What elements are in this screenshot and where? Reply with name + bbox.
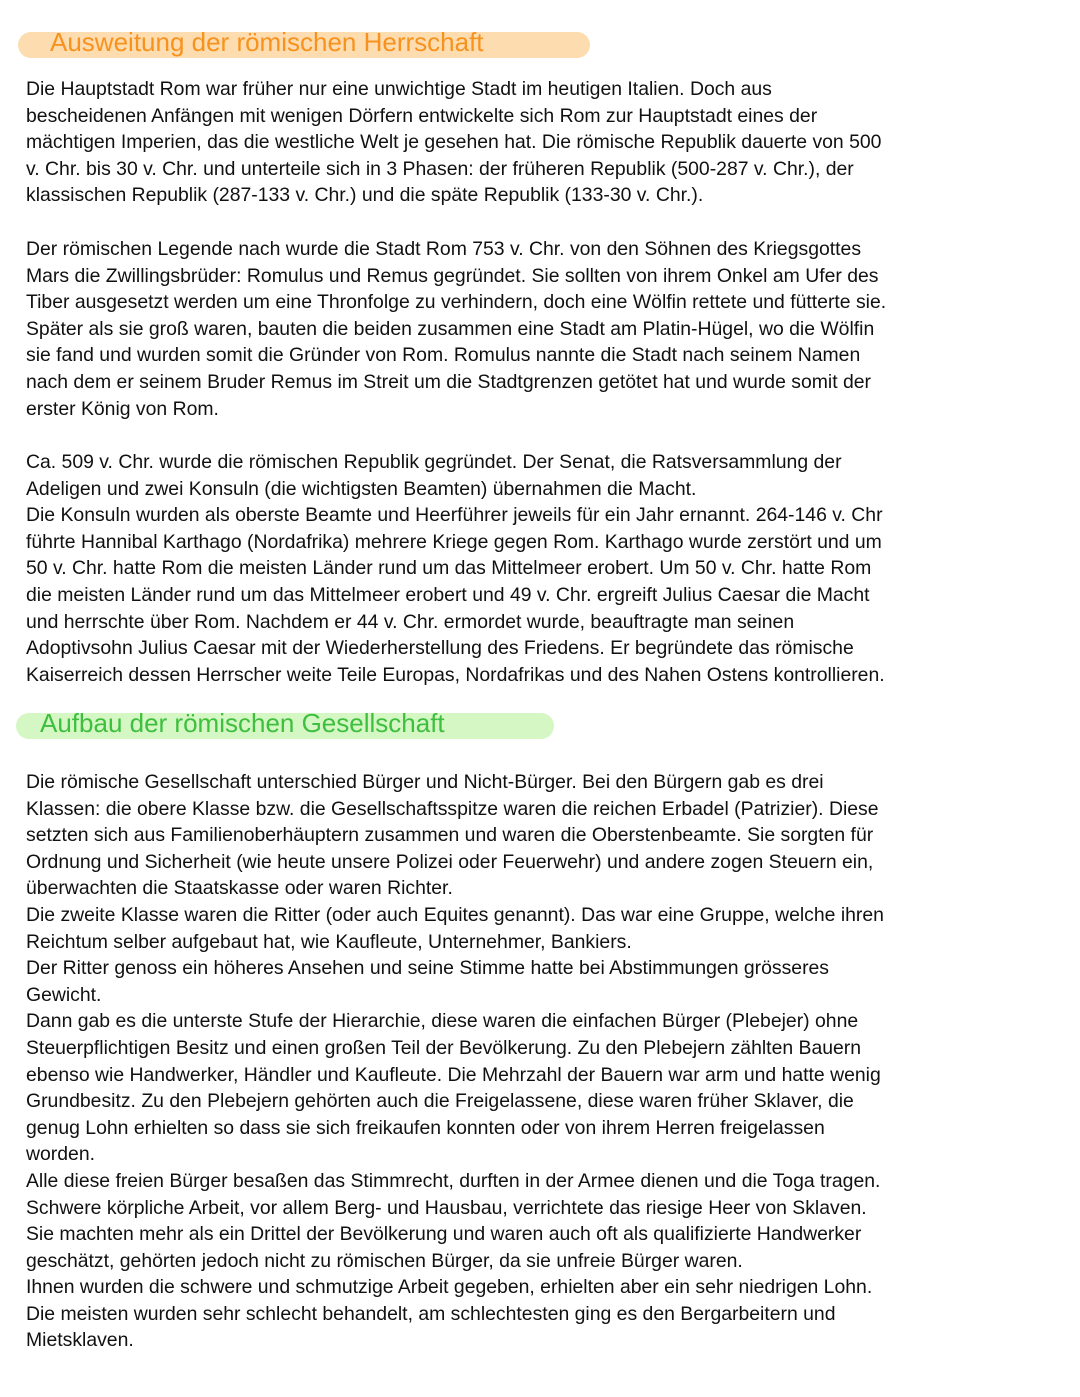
section-heading-roman-expansion [18, 27, 590, 58]
section-heading-label: Ausweitung der römischen Herrschaft [50, 27, 484, 57]
paragraph-founding-legend: Der römischen Legende nach wurde die Stadt Rom 753 v. Chr. von den Söhnen des Kriegsgottes Mars die Zwillingsbrüder: Romulus und Remus gegründet. Sie sollten von ihrem Onkel am Ufer des Tiber ausgesetzt werden um eine Thronfolge zu verhindern, doch eine Wölfin rettete und fütterte sie. Später als sie groß waren, bauten die beiden zusammen eine Stadt am Platin-Hügel, wo die Wölfin sie fand und wurden somit die Gründer von Rom. Romulus nannte die Stadt nach seinem Namen nach dem er seinem Bruder Remus im Streit um die Stadtgrenzen getötet hat und wurde somit der erster König von Rom. [26, 238, 887, 420]
paragraph-social-structure: Die römische Gesellschaft unterschied Bürger und Nicht-Bürger. Bei den Bürgern gab es drei Klassen: die obere Klasse bzw. die Gesellschaftsspitze waren die reichen Erbadel (Patrizier). Diese setzten sich aus Familienoberhäuptern zusammen und waren die Oberstenbeamte. Sie sorgten für Ordnung und Sicherheit (wie heute unsere Polizei oder Feuerwehr) und andere zogen Steuern ein, überwachten die Staatskasse oder waren Richter. Die zweite Klasse waren die Ritter (oder auch Equites genannt). Das war eine Gruppe, welche ihren Reichtum selber aufgebaut hat, wie Kaufleute, Unternehmer, Bankiers. Der Ritter genoss ein höheres Ansehen und seine Stimme hatte bei Abstimmungen grösseres Gewicht. Dann gab es die unterste Stufe der Hierarchie, diese waren die einfachen Bürger (Plebejer) ohne Steuerpflichtigen Besitz und einen großen Teil der Bevölkerung. Zu den Plebejern zählten Bauern ebenso wie Handwerker, Händler und Kaufleute. Die Mehrzahl der Bauern war arm und hatte wenig Grundbesitz. Zu den Plebejern gehörten auch die Freigelassene, diese waren früher Sklaver, die genug Lohn erhielten so dass sie sich freikaufen konnten oder von ihrem Herren freigelassen worden. Alle diese freien Bürger besaßen das Stimmrecht, durften in der Armee dienen und die Toga tragen. Schwere körpliche Arbeit, vor allem Berg- und Hausbau, verrichtete das riesige Heer von Sklaven. Sie machten mehr als ein Drittel der Bevölkerung und waren auch oft als qualifizierte Handwerker geschätzt, gehörten jedoch nicht zu römischen Bürger, da sie unfreie Bürger waren. Ihnen wurden die schwere und schmutzige Arbeit gegeben, erhielten aber ein sehr niedrigen Lohn. Die meisten wurden sehr schlecht behandelt, am schlechtesten ging es den Bergarbeitern und Mietsklaven. [26, 771, 884, 1352]
paragraph-roman-republic-intro: Die Hauptstadt Rom war früher nur eine unwichtige Stadt im heutigen Italien. Doch aus bescheidenen Anfängen mit wenigen Dörfern entwickelte sich Rom zur Hauptstadt eines der mächtigen Imperien, das die westliche Welt je gesehen hat. Die römische Republik dauerte von 500 v. Chr. bis 30 v. Chr. und unterteile sich in 3 Phasen: der früheren Republik (500-287 v. Chr.), der klassischen Republik (287-133 v. Chr.) und die späte Republik (133-30 v. Chr.). [26, 78, 882, 207]
section-heading-label: Aufbau der römischen Gesellschaft [40, 708, 445, 738]
paragraph-republic-history: Ca. 509 v. Chr. wurde die römischen Republik gegründet. Der Senat, die Ratsversammlung der Adeligen und zwei Konsuln (die wichtigsten Beamten) übernahmen die Macht. Die Konsuln wurden als oberste Beamte und Heerführer jeweils für ein Jahr ernannt. 264-146 v. Chr führte Hannibal Karthago (Nordafrika) mehrere Kriege gegen Rom. Karthago wurde zerstört und um 50 v. Chr. hatte Rom die meisten Länder rund um das Mittelmeer erobert. Um 50 v. Chr. hatte Rom die meisten Länder rund um das Mittelmeer erobert und 49 v. Chr. ergreift Julius Caesar die Macht und herrschte über Rom. Nachdem er 44 v. Chr. ermordet wurde, beauftragte man seinen Adoptivsohn Julius Caesar mit der Wiederherstellung des Friedens. Er begründete das römische Kaiserreich dessen Herrscher weite Teile Europas, Nordafrikas und des Nahen Ostens kontrollieren. [26, 451, 885, 686]
section-heading-roman-society [16, 708, 554, 739]
